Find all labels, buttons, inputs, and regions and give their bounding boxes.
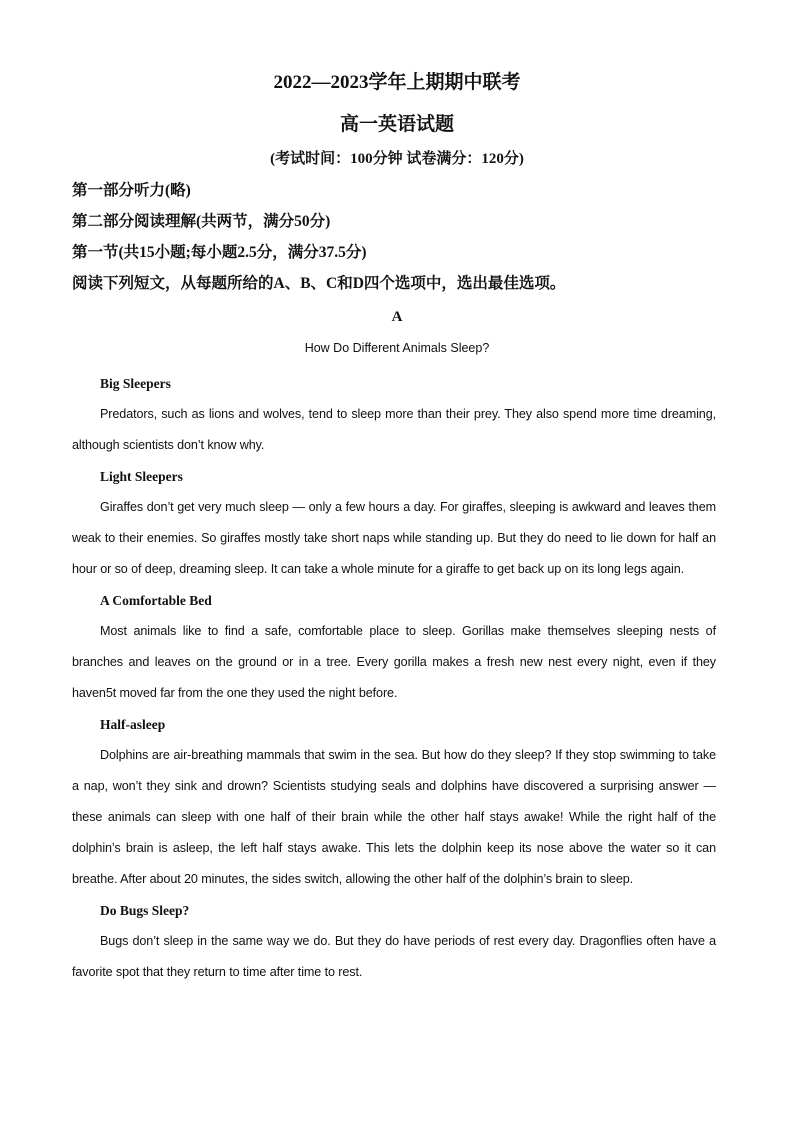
section-heading: Do Bugs Sleep?	[100, 903, 190, 918]
section-paragraph: Bugs don’t sleep in the same way we do. But they do have periods of rest every day. Dragonflies often have a favorite spot that they return to time after time to rest.	[72, 934, 716, 979]
instruction-part-two: 第二部分阅读理解(共两节，满分50分)	[72, 213, 331, 230]
exam-title: 2022—2023学年上期期中联考	[273, 72, 521, 93]
section-heading: Big Sleepers	[100, 376, 171, 391]
instruction-section-one: 第一节(共15小题;每小题2.5分，满分37.5分)	[72, 244, 367, 261]
section-paragraph: Giraffes don’t get very much sleep — only a few hours a day. For giraffes, sleeping is awkward and leaves them weak to their enemies. So giraffes mostly take short naps while standing up. But they do need to lie down for half an hour or so of deep, dreaming sleep. It can take a whole minute for a giraffe to get back up on its long legs again.	[72, 500, 716, 576]
instruction-directions: 阅读下列短文，从每题所给的A、B、C和D四个选项中，选出最佳选项。	[72, 275, 566, 292]
instruction-part-one: 第一部分听力(略)	[72, 182, 191, 199]
passage-body	[72, 368, 716, 988]
section-paragraph: Most animals like to find a safe, comfortable place to sleep. Gorillas make themselves sleeping nests of branches and leaves on the ground or in a tree. Every gorilla makes a fresh new nest every night, even if they haven5t moved far from the one they used the night before.	[72, 624, 716, 700]
passage-letter: A	[391, 309, 403, 325]
course-title: 高一英语试题	[339, 114, 454, 135]
section-heading: A Comfortable Bed	[100, 593, 212, 608]
section-heading: Light Sleepers	[100, 469, 183, 484]
passage-title: How Do Different Animals Sleep?	[304, 341, 490, 355]
section-paragraph: Dolphins are air-breathing mammals that swim in the sea. But how do they sleep? If they stop swimming to take a nap, won’t they sink and drown? Scientists studying seals and dolphins have discovered a surprising answer — these animals can sleep with one half of their brain while the other half stays awake! While the right half of the dolphin’s brain is asleep, the left half stays awake. This lets the dolphin keep its nose above the water so it can breathe. After about 20 minutes, the sides switch, allowing the other half of the dolphin’s brain to sleep.	[72, 748, 716, 886]
section-paragraph: Predators, such as lions and wolves, tend to sleep more than their prey. They also spend more time dreaming, although scientists don’t know why.	[72, 407, 716, 452]
exam-info: (考试时间：100分钟 试卷满分：120分)	[270, 151, 524, 167]
section-heading: Half-asleep	[100, 717, 166, 732]
